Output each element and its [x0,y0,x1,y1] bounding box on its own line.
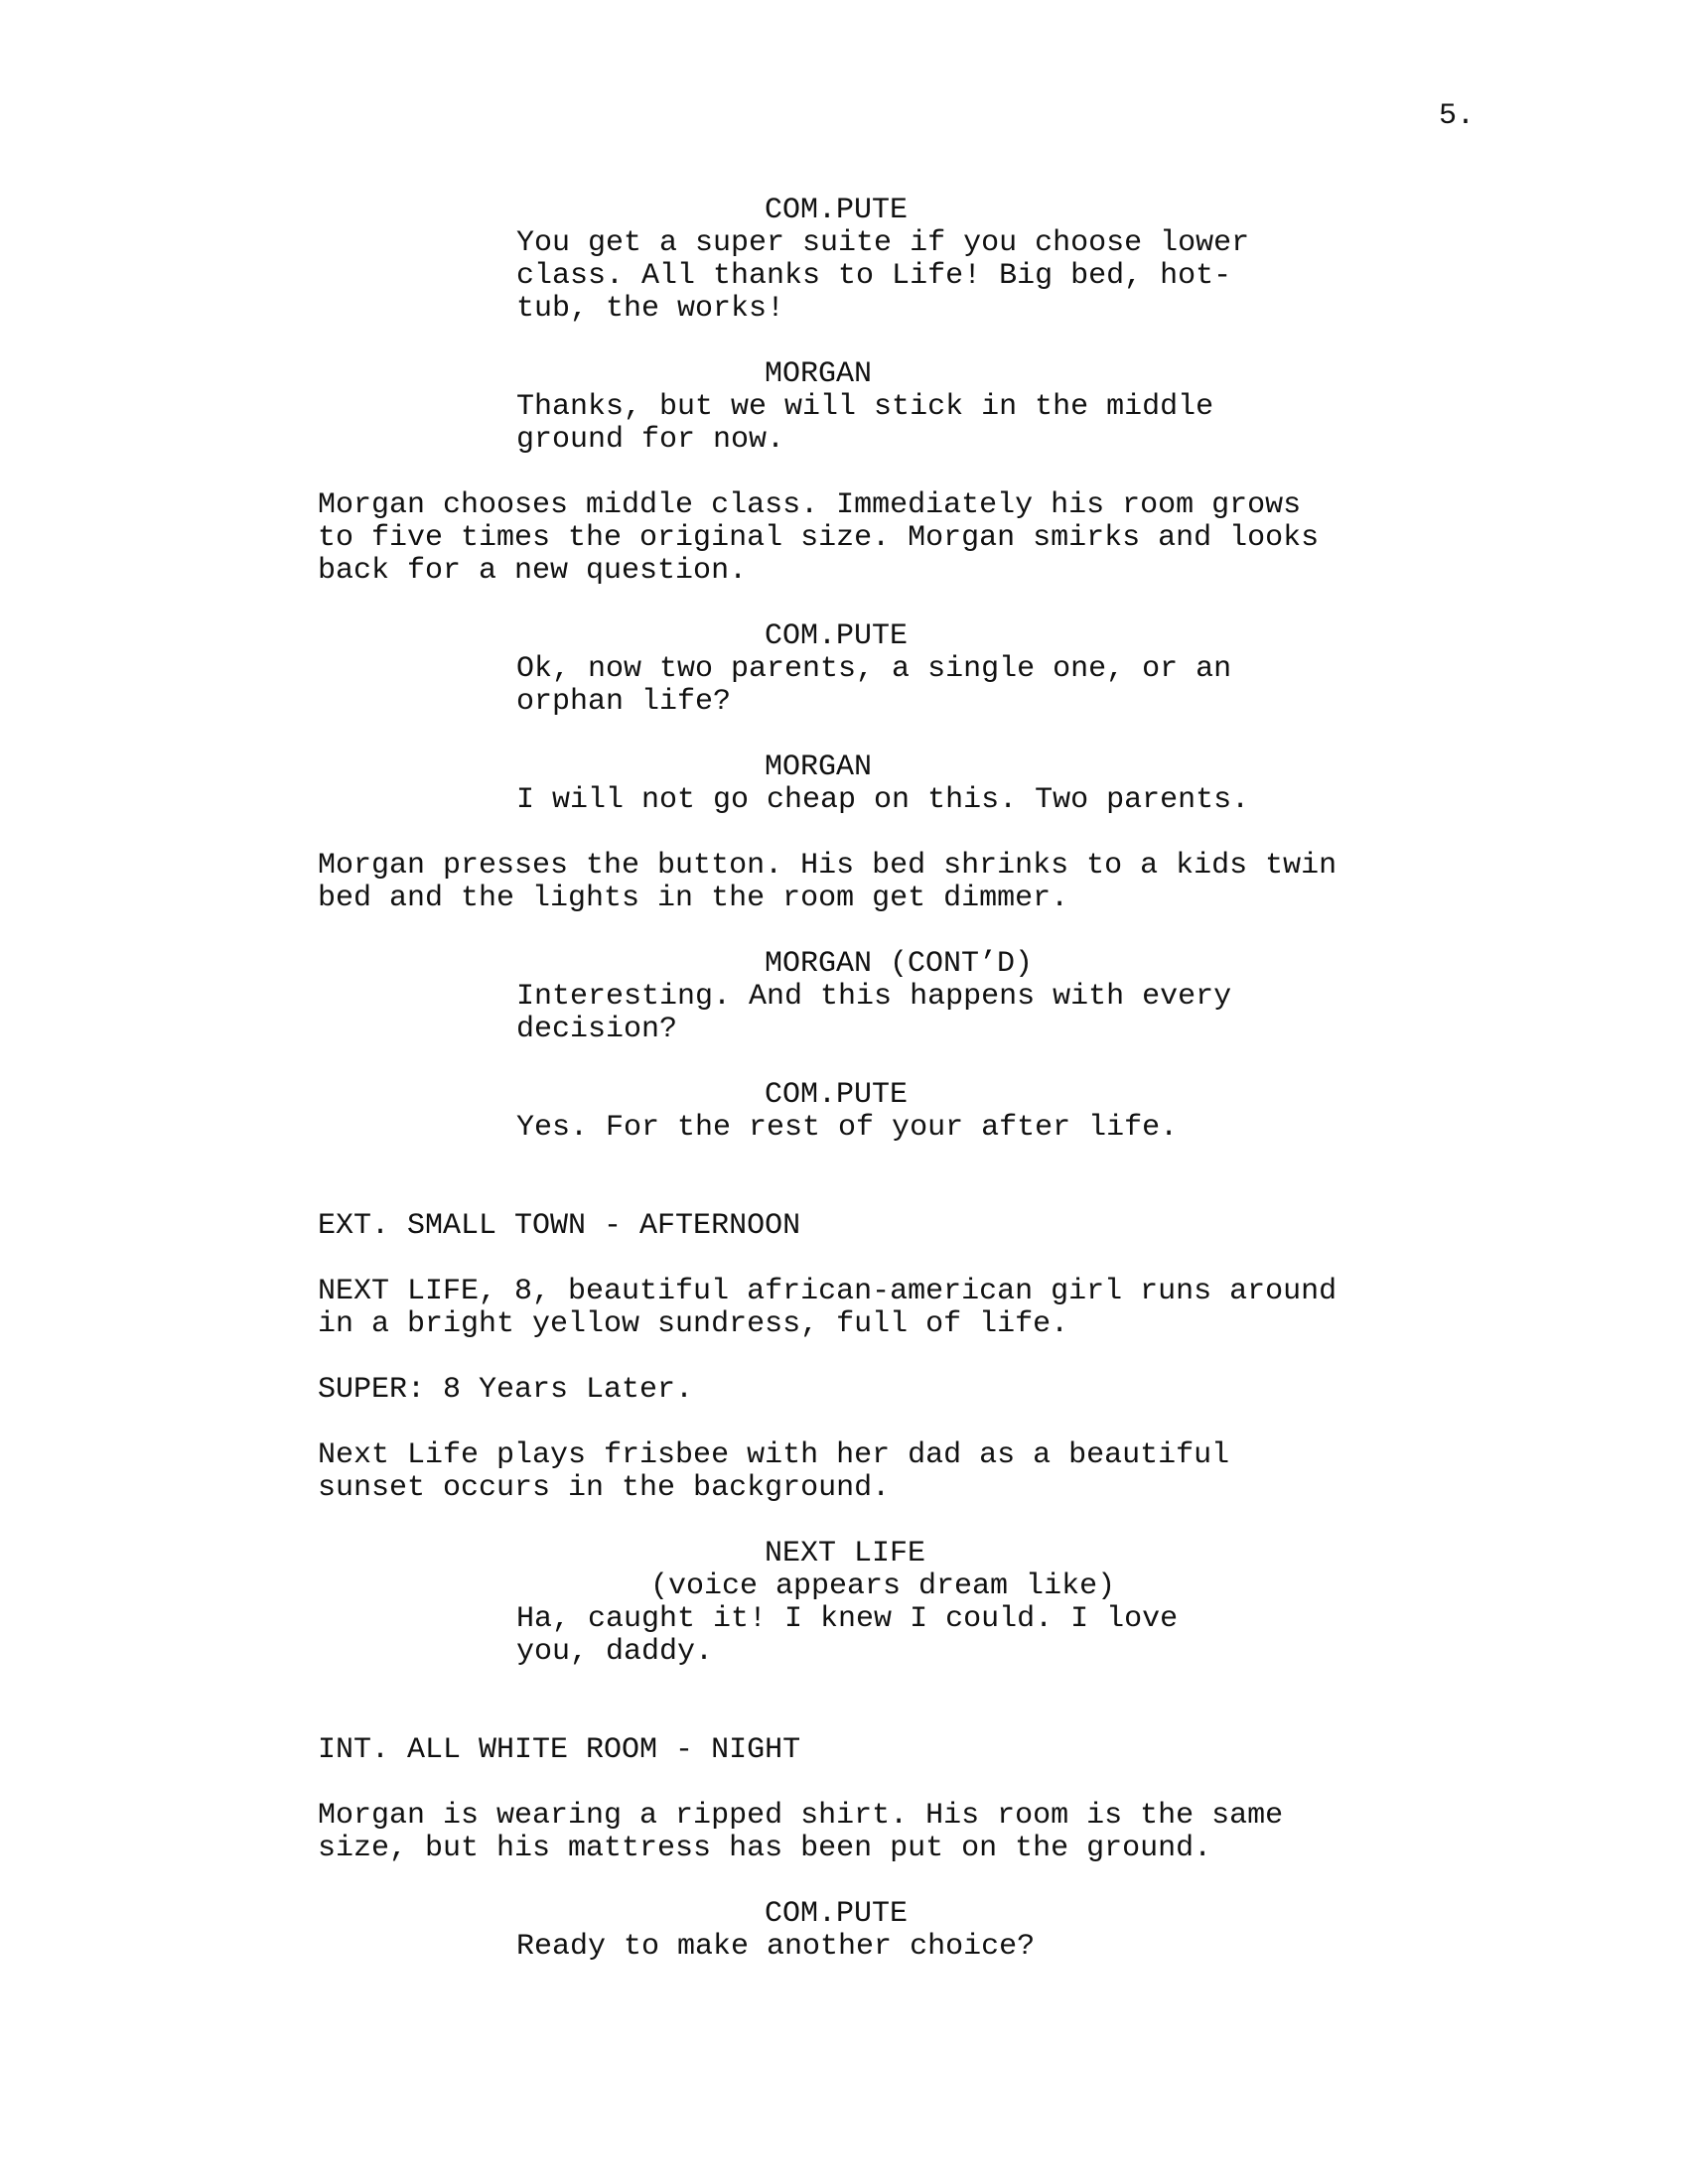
character-cue: NEXT LIFE [765,1537,926,1570]
action-line: Next Life plays frisbee with her dad as a beautiful sunset occurs in the background. [318,1438,1230,1505]
character-cue: MORGAN [765,357,873,391]
screenplay-body [318,195,1460,1964]
scene-heading: EXT. SMALL TOWN - AFTERNOON [318,1209,801,1243]
dialogue-line: You get a super suite if you choose lower class. All thanks to Life! Big bed, hot- tub, the works! [516,226,1250,326]
character-cue: COM.PUTE [765,1078,909,1112]
dialogue-line: Ok, now two parents, a single one, or an orphan life? [516,652,1232,719]
dialogue-line: Thanks, but we will stick in the middle ground for now. [516,390,1214,457]
action-line: Morgan presses the button. His bed shrinks to a kids twin bed and the lights in the room get dimmer. [318,849,1337,915]
character-cue: COM.PUTE [765,194,909,227]
action-line: Morgan is wearing a ripped shirt. His room is the same size, but his mattress has been put on the ground. [318,1799,1284,1865]
action-line: SUPER: 8 Years Later. [318,1373,694,1407]
character-cue: COM.PUTE [765,1897,909,1931]
dialogue-line: Ready to make another choice? [516,1930,1036,1964]
action-line: NEXT LIFE, 8, beautiful african-american girl runs around in a bright yellow sundress, full of life. [318,1275,1337,1341]
action-line: Morgan chooses middle class. Immediately his room grows to five times the original size. Morgan smirks and looks back for a new question. [318,488,1320,588]
dialogue-line: Yes. For the rest of your after life. [516,1111,1179,1145]
scene-heading: INT. ALL WHITE ROOM - NIGHT [318,1733,801,1767]
character-cue: MORGAN (CONT’D) [765,947,1034,981]
dialogue-line: Ha, caught it! I knew I could. I love you, daddy. [516,1602,1179,1669]
dialogue-line: I will not go cheap on this. Two parents. [516,783,1250,817]
character-cue: MORGAN [765,751,873,784]
character-cue: COM.PUTE [765,619,909,653]
parenthetical: (voice appears dream like) [650,1570,1116,1603]
page-number: 5. [1438,99,1475,133]
dialogue-line: Interesting. And this happens with every decision? [516,980,1232,1046]
